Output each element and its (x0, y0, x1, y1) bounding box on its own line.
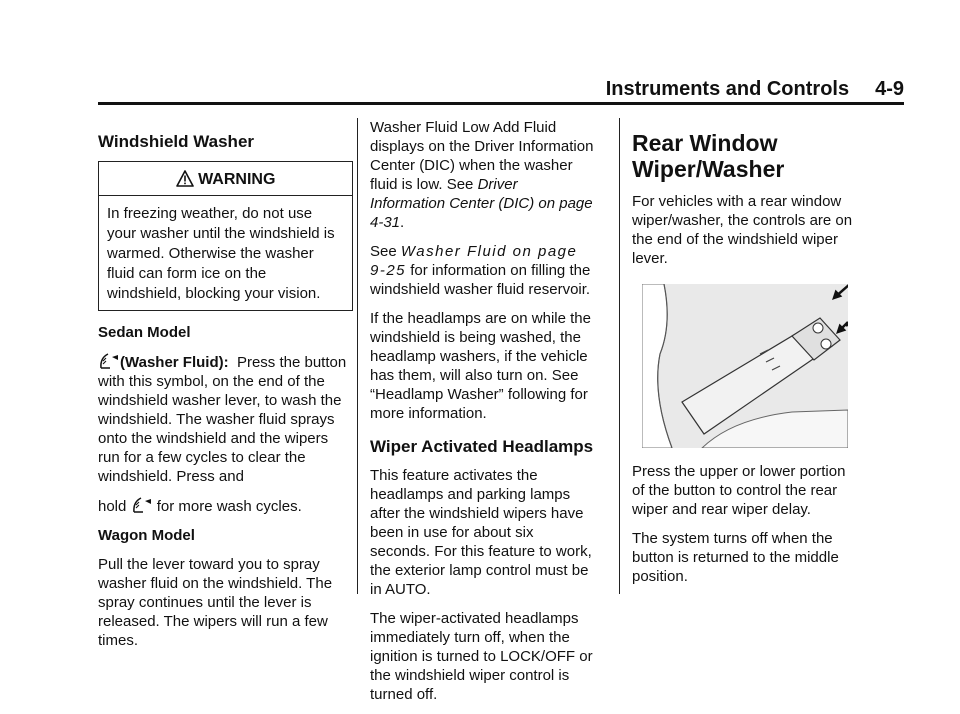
dic-text: Washer Fluid Low Add Fluid displays on the Driver Information Center (DIC) when the washer fluid is low. See (370, 119, 594, 193)
warning-label: WARNING (198, 171, 276, 188)
washer-fluid-ref-paragraph (370, 242, 595, 299)
rear-wiper-paragraph-1: For vehicles with a rear window wiper/washer, the controls are on the end of the windshield wiper lever. (632, 193, 853, 267)
column-1 (98, 118, 353, 660)
headlamp-washer-paragraph: If the headlamps are on while the windshield is being washed, the headlamp washers, if the vehicle has them, will also turn on. See “Headlamp Washer” following for more information. (370, 310, 591, 422)
running-header (606, 78, 904, 101)
hold-word: hold (98, 498, 127, 515)
sedan-model-heading: Sedan Model (98, 324, 191, 341)
wiper-headlamps-paragraph-1: This feature activates the headlamps and parking lamps after the windshield wipers have been in use for about six seconds. For this feature to work, the exterior lamp control must be in AUTO. (370, 467, 592, 598)
washer-fluid-ref-text: for information on filling the windshield washer fluid reservoir. (370, 262, 591, 298)
column-divider-1 (357, 118, 358, 594)
warning-triangle-icon (176, 170, 194, 187)
windshield-washer-heading: Windshield Washer (98, 132, 255, 151)
wiper-lever-illustration (642, 284, 848, 448)
wiper-activated-headlamps-heading: Wiper Activated Headlamps (370, 437, 594, 456)
column-2 (370, 118, 595, 714)
column-divider-2 (619, 118, 620, 594)
wagon-model-heading: Wagon Model (98, 527, 195, 544)
washer-fluid-icon (131, 496, 153, 514)
dic-page-reference[interactable]: Driver Information Center (DIC) on page 4-31 (370, 176, 593, 231)
rear-wiper-paragraph-2: Press the upper or lower portion of the button to control the rear wiper and rear wiper delay. (632, 463, 846, 518)
sedan-text: Press the button with this symbol, on the end of the windshield washer lever, to wash the windshield. The washer fluid sprays onto the windshield and the wipers run for a few cycles to clear the windshield. Press and (98, 354, 347, 485)
see-word: See (370, 243, 397, 260)
column-3 (632, 118, 860, 596)
dic-period: . (400, 214, 405, 231)
warning-box (98, 161, 353, 311)
washer-fluid-page-reference[interactable]: Washer Fluid on page 9-25 (370, 243, 578, 279)
washer-fluid-icon (98, 352, 120, 370)
hold-rest: for more wash cycles. (156, 498, 302, 515)
sedan-paragraph (98, 352, 353, 486)
rear-wiper-washer-heading: Rear Window Wiper/Washer (632, 130, 785, 182)
warning-text: In freezing weather, do not use your washer until the windshield is warmed. Otherwise the washer fluid can form ice on the windshield, blocking your vision. (107, 205, 335, 302)
header-rule (98, 102, 904, 105)
dic-paragraph (370, 118, 595, 232)
wiper-headlamps-paragraph-2: The wiper-activated headlamps immediately turn off, when the ignition is turned to LOCK/OFF or the windshield wiper control is turned off. (370, 610, 593, 703)
washer-fluid-label: (Washer Fluid): (120, 354, 229, 371)
rear-wiper-paragraph-3: The system turns off when the button is returned to the middle position. (632, 530, 839, 585)
wagon-paragraph: Pull the lever toward you to spray washer fluid on the windshield. The spray continues until the lever is released. The wipers will run a few times. (98, 556, 333, 649)
page-number: 4-9 (875, 78, 904, 100)
section-title: Instruments and Controls (605, 78, 850, 100)
warning-title (99, 162, 352, 196)
hold-line (98, 496, 353, 516)
